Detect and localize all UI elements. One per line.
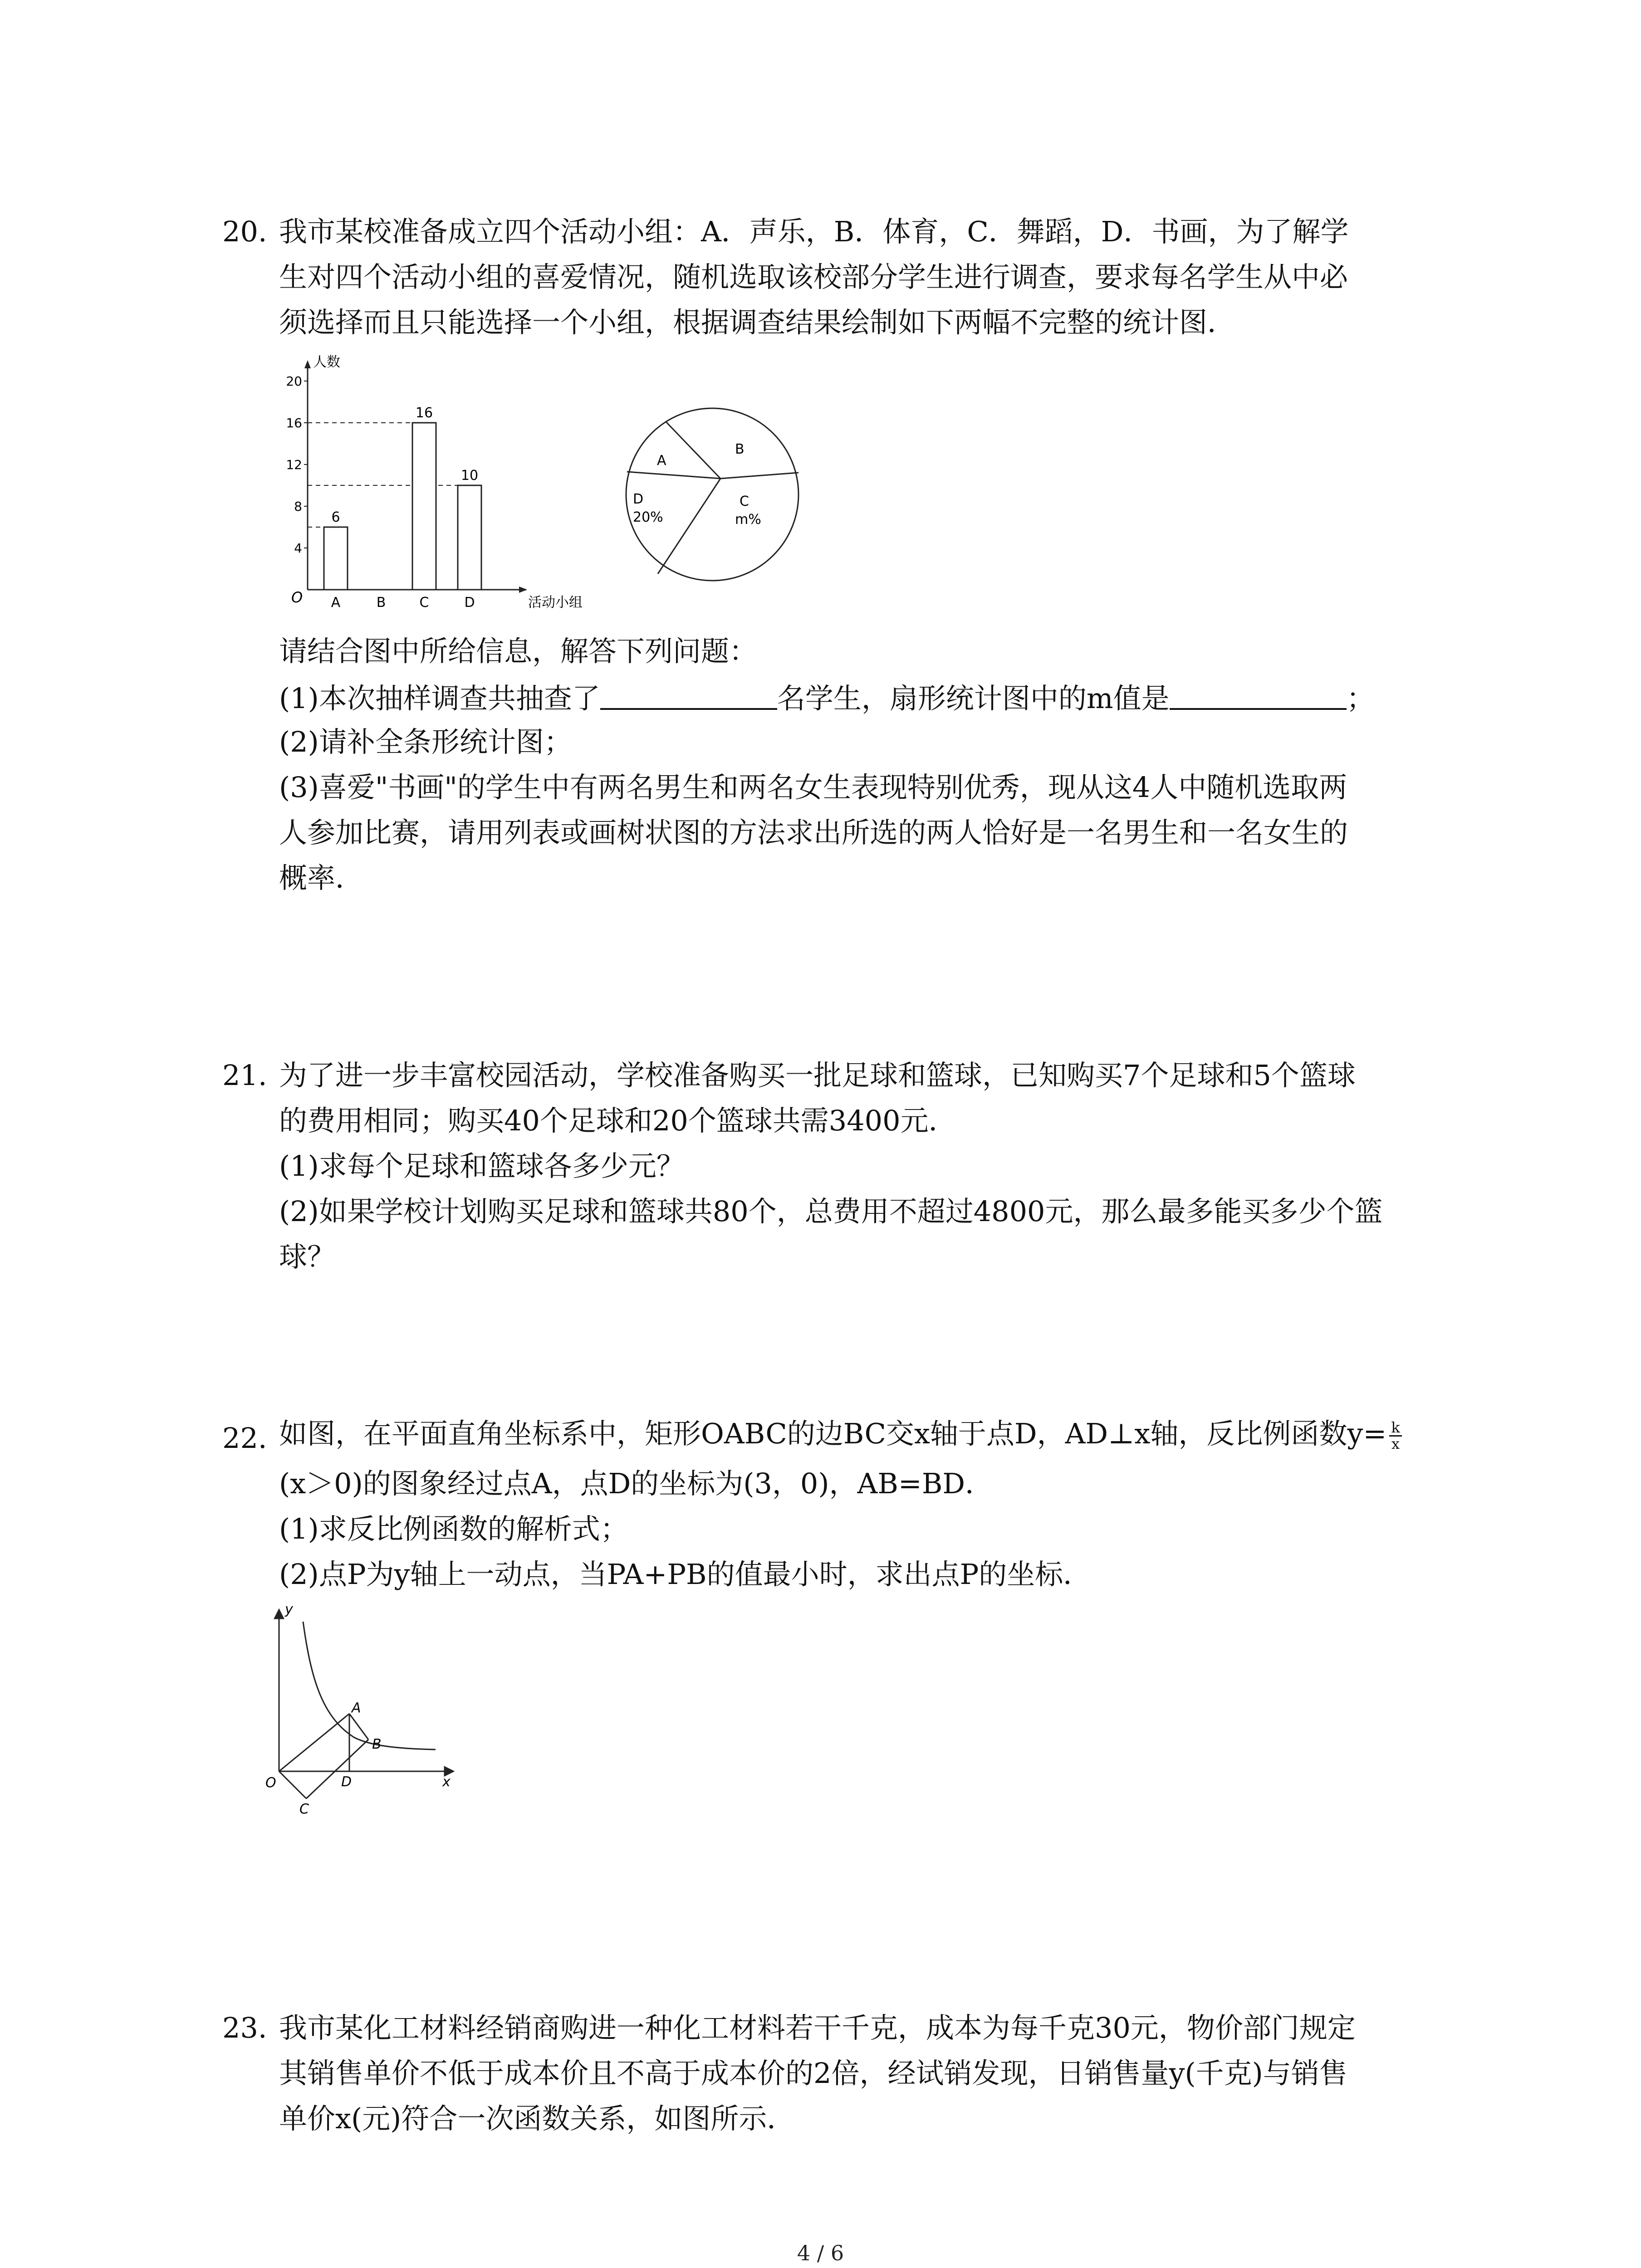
bar-y-tick-label: 20 xyxy=(286,374,302,389)
question-text-line: 须选择而且只能选择一个小组，根据调查结果绘制如下两幅不完整的统计图． xyxy=(279,306,1236,339)
part-1-text-c: ； xyxy=(1346,682,1375,715)
bar-y-axis-arrow xyxy=(304,360,311,368)
question-text-line: 我市某化工材料经销商购进一种化工材料若干千克，成本为每千克30元，物价部门规定 xyxy=(279,2011,1356,2044)
answer-blank-count[interactable] xyxy=(600,683,777,710)
pie-chart-content xyxy=(626,408,798,581)
part-2: (2)请补全条形统计图； xyxy=(279,725,572,758)
question-text-line xyxy=(279,1417,1402,1453)
question-text-line: (x＞0)的图象经过点A，点D的坐标为(3，0)，AB=BD． xyxy=(279,1467,994,1500)
question-text-line: 其销售单价不低于成本价且不高于成本价的2倍，经试销发现，日销售量y(千克)与销售 xyxy=(279,2057,1347,2090)
bar-data-label: 6 xyxy=(331,509,340,525)
instruction-text: 请结合图中所给信息，解答下列问题： xyxy=(279,635,758,668)
pie-chart xyxy=(612,404,812,585)
coordinate-diagram xyxy=(263,1601,481,1819)
part-3-line: 概率． xyxy=(279,861,364,894)
part-1-text-b: 名学生，扇形统计图中的m值是 xyxy=(777,682,1170,715)
question-text-line: (2)如果学校计划购买足球和篮球共80个，总费用不超过4800元，那么最多能买多少个篮 xyxy=(279,1195,1383,1228)
pie-circle xyxy=(626,408,798,581)
label-y: y xyxy=(285,1602,293,1618)
bar-y-tick-label: 12 xyxy=(286,457,302,472)
fraction-denominator: x xyxy=(1391,1435,1400,1453)
bar-category-label: C xyxy=(419,595,429,611)
part-1-text-a: (1)本次抽样调查共抽查了 xyxy=(279,682,600,715)
question-text-line: (1)求反比例函数的解析式； xyxy=(279,1512,628,1545)
bar-data-label: 16 xyxy=(415,405,433,421)
label-O: O xyxy=(265,1775,276,1791)
bar-A xyxy=(324,527,348,590)
question-number: 22. xyxy=(222,1422,267,1455)
bar-category-label: B xyxy=(376,595,386,611)
bar-x-axis-label: 活动小组 xyxy=(528,595,583,611)
label-x: x xyxy=(442,1774,451,1790)
question-text-line: 的费用相同；购买40个足球和20个篮球共需3400元． xyxy=(279,1104,957,1137)
bar-origin-label: O xyxy=(291,589,303,606)
segment-OA xyxy=(279,1714,349,1771)
fraction-k-over-x xyxy=(1389,1420,1401,1452)
label-A: A xyxy=(352,1700,361,1716)
question-text-line: (2)点P为y轴上一动点，当PA+PB的值最小时，求出点P的坐标． xyxy=(279,1558,1092,1591)
bar-y-tick-label: 8 xyxy=(294,499,302,514)
bar-chart-content xyxy=(286,354,583,611)
pie-slice-label-D: D xyxy=(633,491,644,507)
bar-C xyxy=(412,423,436,590)
pie-slice-label-A: A xyxy=(657,453,666,469)
question-text-line: 单价x(元)符合一次函数关系，如图所示． xyxy=(279,2102,795,2135)
fraction-numerator: k xyxy=(1389,1420,1401,1437)
part-1 xyxy=(279,683,1375,713)
bar-category-label: D xyxy=(464,595,475,611)
page-number: 4 / 6 xyxy=(797,2241,844,2265)
pie-slice-value-D: 20% xyxy=(633,509,663,525)
question-text-line: 生对四个活动小组的喜爱情况，随机选取该校部分学生进行调查，要求每名学生从中必 xyxy=(279,260,1348,293)
question-text-main: 如图，在平面直角坐标系中，矩形OABC的边BC交x轴于点D，AD⊥x轴，反比例函数y= xyxy=(279,1417,1387,1450)
bar-data-label: 10 xyxy=(460,468,479,484)
question-number: 21. xyxy=(222,1059,267,1092)
question-text-line: 我市某校准备成立四个活动小组：A．声乐，B．体育，C．舞蹈，D．书画，为了解学 xyxy=(279,215,1349,248)
question-number: 20. xyxy=(222,215,267,248)
segment-OC xyxy=(279,1771,306,1799)
question-text-line: (1)求每个足球和篮球各多少元？ xyxy=(279,1149,685,1183)
bar-category-label: A xyxy=(331,595,341,611)
bar-x-axis-arrow xyxy=(519,587,527,593)
segment-BC xyxy=(306,1740,368,1799)
bar-y-tick-label: 16 xyxy=(286,415,302,430)
part-3-line: (3)喜爱"书画"的学生中有两名男生和两名女生表现特别优秀，现从这4人中随机选取两 xyxy=(279,771,1347,804)
answer-blank-m[interactable] xyxy=(1170,683,1347,710)
question-text-line: 为了进一步丰富校园活动，学校准备购买一批足球和篮球，已知购买7个足球和5个篮球 xyxy=(279,1059,1356,1092)
bar-D xyxy=(458,485,481,590)
label-D: D xyxy=(341,1774,352,1790)
pie-slice-label-B: B xyxy=(735,441,745,457)
part-3-line: 人参加比赛，请用列表或画树状图的方法求出所选的两人恰好是一名男生和一名女生的 xyxy=(279,816,1348,849)
bar-y-tick-label: 4 xyxy=(294,541,302,556)
label-B: B xyxy=(372,1736,382,1752)
question-text-line: 球？ xyxy=(279,1240,336,1273)
bar-chart xyxy=(272,354,626,626)
bar-y-axis-label: 人数 xyxy=(313,354,340,370)
label-C: C xyxy=(299,1801,309,1817)
question-number: 23. xyxy=(222,2011,267,2044)
pie-slice-label-C: C xyxy=(740,494,749,509)
hyperbola-curve xyxy=(303,1622,436,1750)
pie-slice-value-C: m% xyxy=(735,512,761,528)
